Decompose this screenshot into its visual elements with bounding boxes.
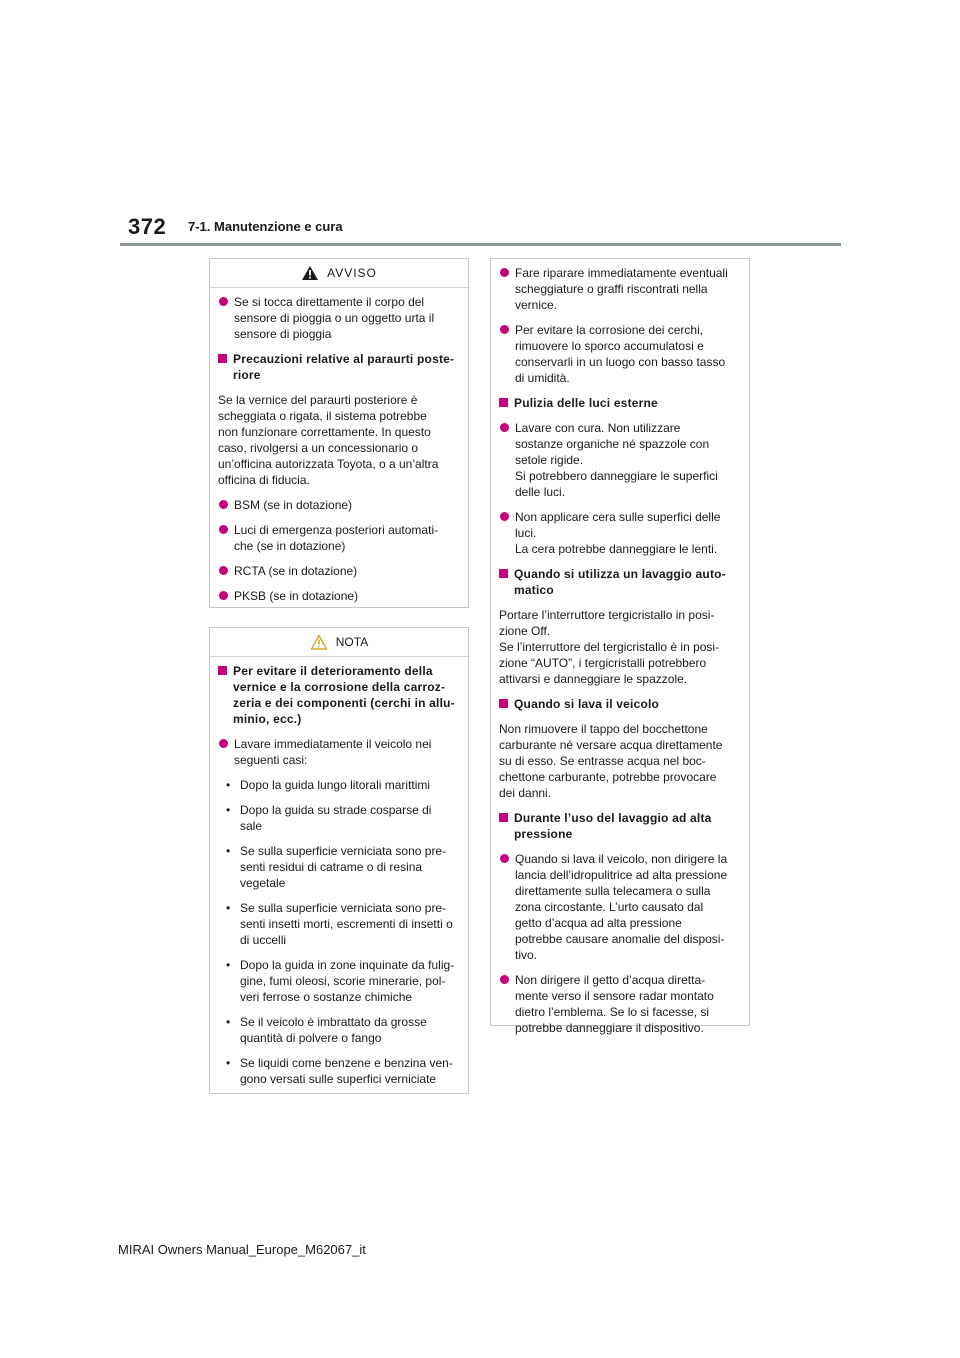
square-marker-icon <box>218 354 227 363</box>
bullet-item: Non applicare cera sulle superfici delle luci. La cera potrebbe danneggiare le lenti. <box>499 509 741 557</box>
bullet-item: Luci di emergenza posteriori automati- che (se in dotazione) <box>218 522 460 554</box>
bullet-item: PKSB (se in dotazione) <box>218 588 460 604</box>
small-dot-icon: • <box>226 844 231 858</box>
subheading: Quando si lava il veicolo <box>499 696 741 712</box>
bullet-dot-icon <box>219 566 228 575</box>
warning-box-content <box>218 294 460 604</box>
note-box <box>209 627 469 1094</box>
subheading: Per evitare il deterioramento della vernice e la corrosione della carroz- zeria e dei componenti (cerchi in allu- minio, ecc.) <box>218 663 460 727</box>
bullet-dot-icon <box>500 268 509 277</box>
footer-document-id: MIRAI Owners Manual_Europe_M62067_it <box>118 1242 366 1257</box>
bullet-item: Lavare immediatamente il veicolo nei seguenti casi: <box>218 736 460 768</box>
bullet-dot-icon <box>219 525 228 534</box>
note-box-content <box>218 663 460 1087</box>
sub-bullet-item: • Se sulla superficie verniciata sono pre- senti residui di catrame o di resina vegetale <box>226 844 447 890</box>
sub-bullet-item: • Se liquidi come benzene e benzina ven- gono versati sulle superfici verniciate <box>226 1056 453 1086</box>
bullet-dot-icon <box>500 512 509 521</box>
section-title: 7-1. Manutenzione e cura <box>188 219 343 234</box>
paragraph: Se la vernice del paraurti posteriore è scheggiata o rigata, il sistema potrebbe non funzionare correttamente. In questo caso, rivolgersi a un concessionario o un’officina autorizzata Toyota, o a un’altra officina di fiducia. <box>218 393 439 487</box>
note-box-title: NOTA <box>335 635 369 649</box>
bullet-item: Non dirigere il getto d’acqua diretta- mente verso il sensore radar montato dietro l’emblema. Se lo si facesse, si potrebbe danneggiare il dispositivo. <box>499 972 741 1036</box>
subheading: Durante l’uso del lavaggio ad alta pressione <box>499 810 741 842</box>
sub-bullet-item: • Dopo la guida in zone inquinate da fulig- gine, fumi oleosi, scorie minerarie, pol- veri ferrose o sostanze chimiche <box>226 958 455 1004</box>
square-marker-icon <box>218 666 227 675</box>
square-marker-icon <box>499 699 508 708</box>
bullet-item: RCTA (se in dotazione) <box>218 563 460 579</box>
bullet-dot-icon <box>500 854 509 863</box>
warning-box <box>209 258 469 608</box>
caution-triangle-outline-icon <box>310 634 328 650</box>
small-dot-icon: • <box>226 803 231 817</box>
square-marker-icon <box>499 398 508 407</box>
bullet-item: Fare riparare immediatamente eventuali scheggiature o graffi riscontrati nella vernice. <box>499 265 741 313</box>
sub-bullet-item: • Dopo la guida su strade cosparse di sale <box>226 803 432 833</box>
small-dot-icon: • <box>226 1056 231 1070</box>
bullet-dot-icon <box>500 325 509 334</box>
note-box-continued <box>490 258 750 1035</box>
note-box-continued-content <box>499 265 741 1036</box>
paragraph: Portare l’interruttore tergicristallo in posi- zione Off. Se l’interruttore del tergicristallo è in posi- zione “AUTO”, i tergicristalli potrebbero attivarsi e danneggiare le spazzole. <box>499 608 720 686</box>
bullet-item: BSM (se in dotazione) <box>218 497 460 513</box>
square-marker-icon <box>499 813 508 822</box>
subheading: Quando si utilizza un lavaggio auto- matico <box>499 566 741 598</box>
small-dot-icon: • <box>226 778 231 792</box>
small-dot-icon: • <box>226 958 231 972</box>
bullet-item: Lavare con cura. Non utilizzare sostanze organiche né spazzole con setole rigide. Si potrebbero danneggiare le superfici delle luci. <box>499 420 741 500</box>
bullet-dot-icon <box>219 500 228 509</box>
small-dot-icon: • <box>226 1015 231 1029</box>
warning-box-header <box>210 259 468 288</box>
bullet-dot-icon <box>219 739 228 748</box>
paragraph: Non rimuovere il tappo del bocchettone carburante né versare acqua direttamente su di esso. Se entrasse acqua nel boc- chettone carburante, potrebbe provocare dei danni. <box>499 722 723 800</box>
sub-bullet-item: • Dopo la guida lungo litorali marittimi <box>226 778 431 792</box>
warning-triangle-icon <box>301 265 319 281</box>
header-rule <box>120 243 841 246</box>
sub-bullet-item: • Se sulla superficie verniciata sono pre- senti insetti morti, escrementi di insetti o di uccelli <box>226 901 453 947</box>
square-marker-icon <box>499 569 508 578</box>
bullet-dot-icon <box>500 975 509 984</box>
subheading: Pulizia delle luci esterne <box>499 395 741 411</box>
page-number: 372 <box>128 214 167 239</box>
subheading: Precauzioni relative al paraurti poste- riore <box>218 351 460 383</box>
small-dot-icon: • <box>226 901 231 915</box>
warning-box-title: AVVISO <box>327 266 377 280</box>
bullet-item: Per evitare la corrosione dei cerchi, rimuovere lo sporco accumulatosi e conservarli in un luogo con basso tasso di umidità. <box>499 322 741 386</box>
bullet-item: Quando si lava il veicolo, non dirigere la lancia dell’idropulitrice ad alta pressione direttamente sulla telecamera o sulla zona circostante. L’urto causato dal getto d’acqua ad alta pressione potrebbe causare anomalie del disposi- tivo. <box>499 851 741 963</box>
note-box-header <box>210 628 468 657</box>
sub-bullet-item: • Se il veicolo è imbrattato da grosse quantità di polvere o fango <box>226 1015 427 1045</box>
bullet-dot-icon <box>219 591 228 600</box>
bullet-dot-icon <box>219 297 228 306</box>
bullet-dot-icon <box>500 423 509 432</box>
bullet-item: Se si tocca direttamente il corpo del sensore di pioggia o un oggetto urta il sensore di pioggia <box>218 294 460 342</box>
